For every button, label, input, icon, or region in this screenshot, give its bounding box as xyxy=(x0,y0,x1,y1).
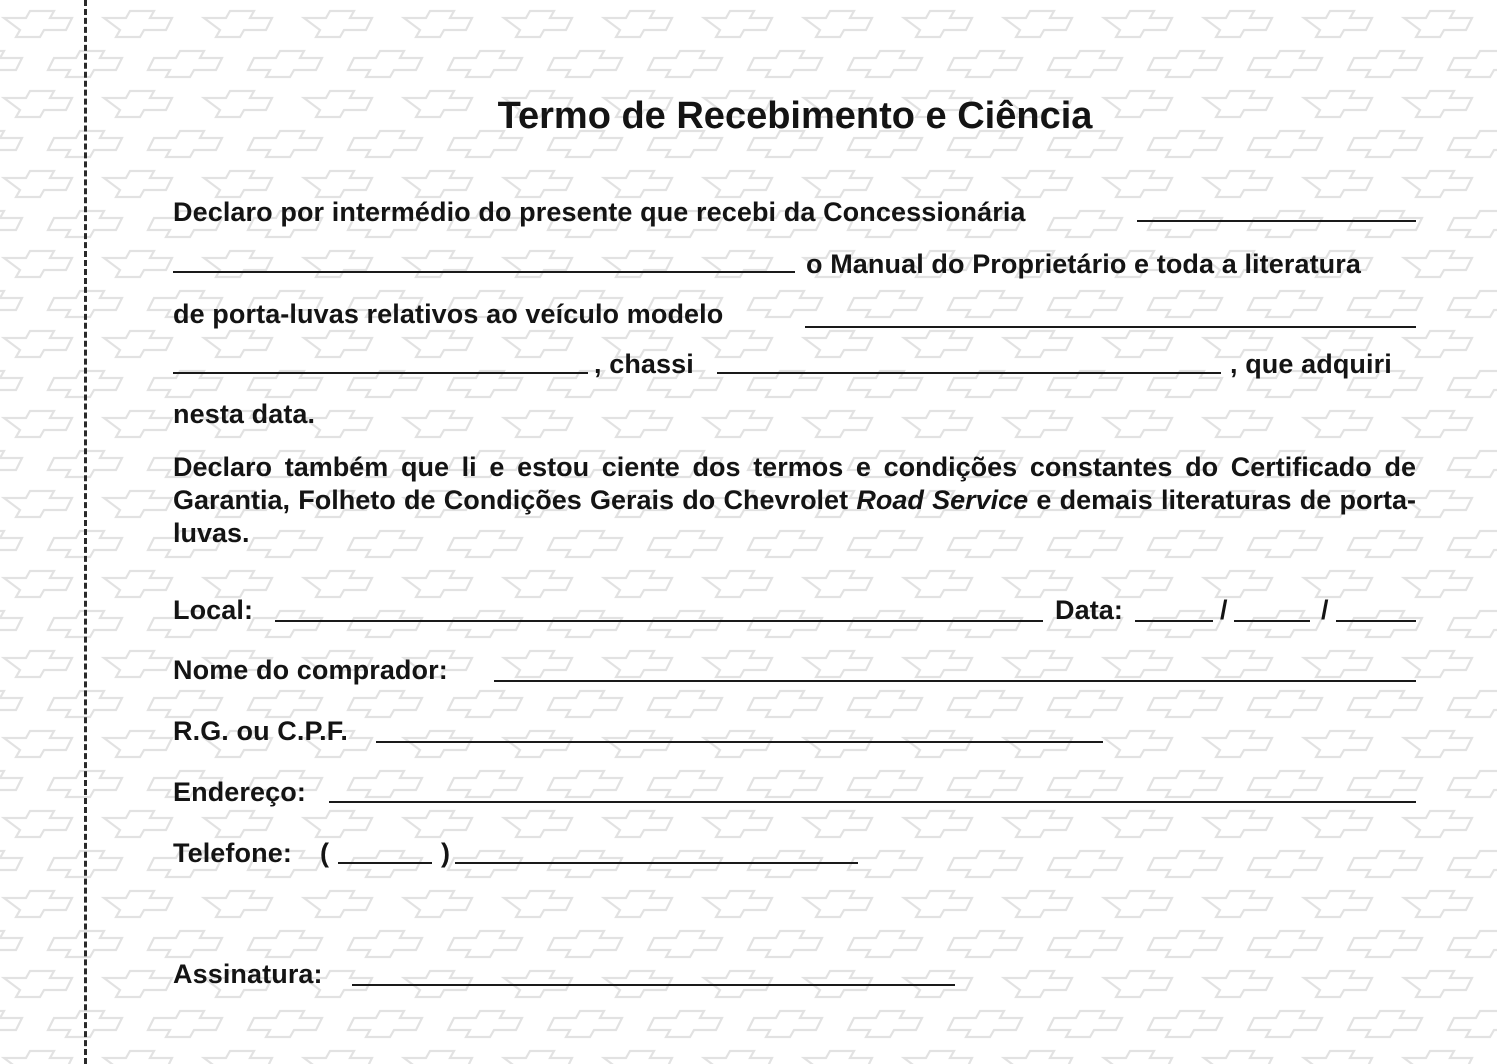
acknowledgment-text-1: Declaro também que li e estou ciente dos termos e condições constantes do Certificado de Garantia, Folheto de Condições Gerais do Chevrolet xyxy=(173,452,1416,515)
date-month-field[interactable] xyxy=(1234,620,1310,622)
dealer-name-field-continued[interactable] xyxy=(173,271,795,273)
date-label: Data: xyxy=(1055,595,1124,625)
buyer-name-field[interactable] xyxy=(494,680,1416,682)
local-label: Local: xyxy=(173,595,254,625)
date-separator-2: / xyxy=(1321,595,1329,625)
date-separator-1: / xyxy=(1220,595,1228,625)
chassis-field[interactable] xyxy=(717,372,1221,374)
phone-number-field[interactable] xyxy=(455,862,858,864)
id-label: R.G. ou C.P.F. xyxy=(173,716,348,746)
declaration-line-5: nesta data. xyxy=(173,399,316,429)
phone-open-paren: ( xyxy=(320,838,330,868)
address-label: Endereço: xyxy=(173,777,306,807)
phone-close-paren: ) xyxy=(441,838,451,868)
local-field[interactable] xyxy=(275,620,1043,622)
buyer-name-label: Nome do comprador: xyxy=(173,655,448,685)
vehicle-model-field-continued[interactable] xyxy=(173,372,588,374)
declaration-line-3: de porta-luvas relativos ao veículo modelo xyxy=(173,299,724,329)
declaration-line-1: Declaro por intermédio do presente que recebi da Concessionária xyxy=(173,197,1026,227)
chassis-label: , chassi xyxy=(594,349,694,379)
signature-field[interactable] xyxy=(352,984,955,986)
dealer-name-field[interactable] xyxy=(1137,220,1416,222)
date-day-field[interactable] xyxy=(1135,620,1213,622)
acquired-label: , que adquiri xyxy=(1230,349,1392,379)
acknowledgment-text-2: e demais literaturas de porta-luvas. xyxy=(173,485,1416,548)
phone-area-code-field[interactable] xyxy=(338,862,432,864)
vehicle-model-field[interactable] xyxy=(805,326,1416,328)
signature-label: Assinatura: xyxy=(173,959,323,989)
date-year-field[interactable] xyxy=(1336,620,1416,622)
cut-line-divider xyxy=(84,0,87,1064)
page-title: Termo de Recebimento e Ciência xyxy=(497,95,1093,137)
road-service-term: Road Service xyxy=(856,485,1029,515)
address-field[interactable] xyxy=(329,801,1416,803)
declaration-line-2: o Manual do Proprietário e toda a literatura xyxy=(806,249,1361,279)
acknowledgment-paragraph xyxy=(173,451,1416,550)
phone-label: Telefone: xyxy=(173,838,292,868)
id-field[interactable] xyxy=(376,741,1103,743)
